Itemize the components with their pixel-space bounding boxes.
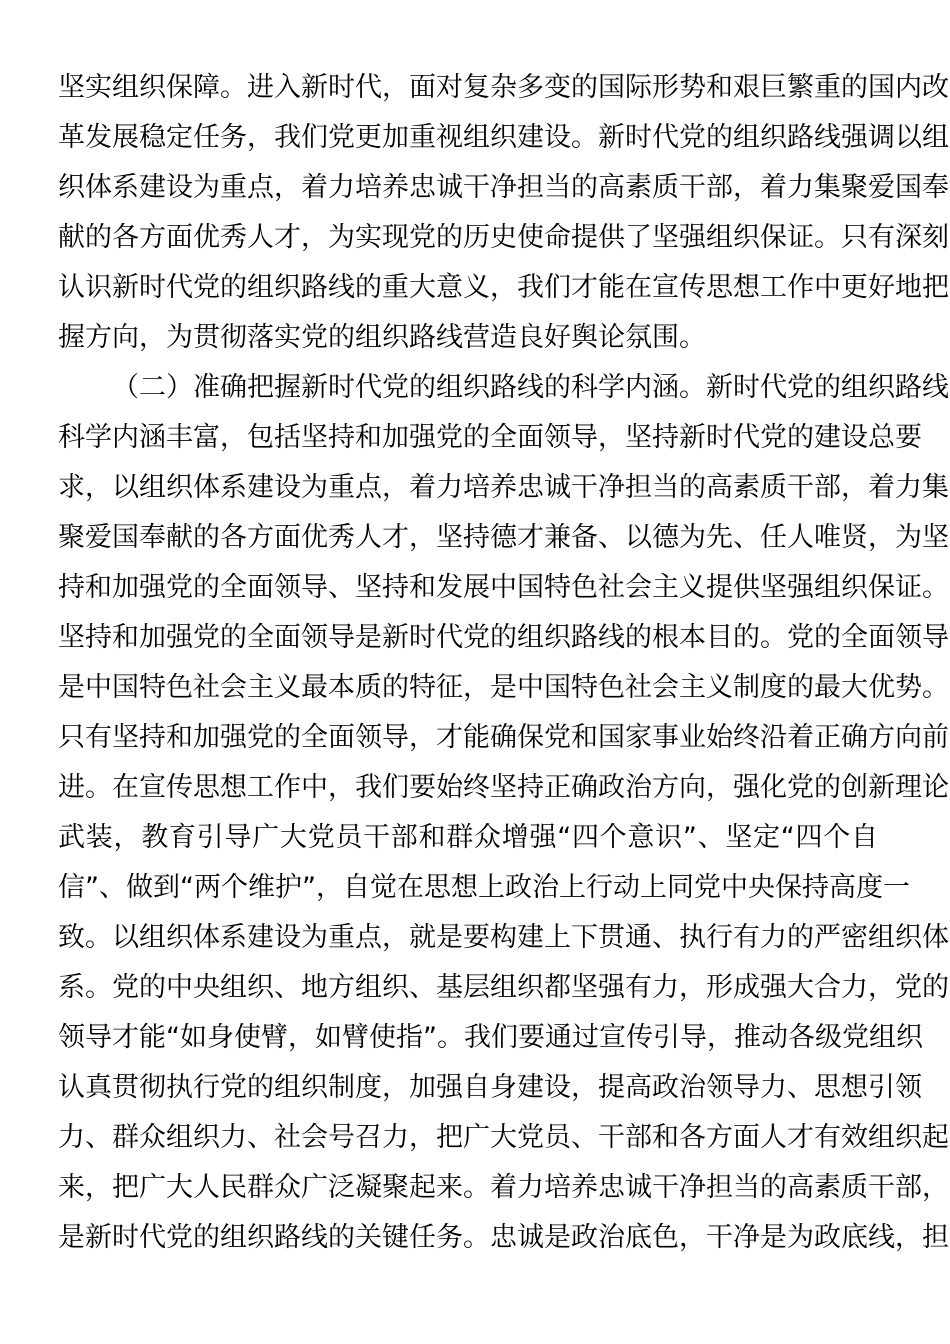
text-line: 致。以组织体系建设为重点，就是要构建上下贯通、执行有力的严密组织体 — [58, 922, 949, 953]
body-text — [58, 63, 949, 1263]
text-line: 武装，教育引导广大党员干部和群众增强“四个意识”、坚定“四个自 — [58, 822, 878, 853]
text-line: 织体系建设为重点，着力培养忠诚干净担当的高素质干部，着力集聚爱国奉 — [58, 172, 949, 203]
text-line: 领导才能“如身使臂，如臂使指”。我们要通过宣传引导，推动各级党组织 — [58, 1022, 923, 1053]
text-line: 进。在宣传思想工作中，我们要始终坚持正确政治方向，强化党的创新理论 — [58, 772, 949, 803]
text-line: 力、群众组织力、社会号召力，把广大党员、干部和各方面人才有效组织起 — [58, 1122, 949, 1153]
text-line: 握方向，为贯彻落实党的组织路线营造良好舆论氛围。 — [58, 322, 706, 353]
text-line: 献的各方面优秀人才，为实现党的历史使命提供了坚强组织保证。只有深刻 — [58, 222, 949, 253]
text-line: 系。党的中央组织、地方组织、基层组织都坚强有力，形成强大合力，党的 — [58, 972, 949, 1003]
text-line: 坚持和加强党的全面领导是新时代党的组织路线的根本目的。党的全面领导 — [58, 622, 949, 653]
text-line: 革发展稳定任务，我们党更加重视组织建设。新时代党的组织路线强调以组 — [58, 122, 949, 153]
text-line: 是新时代党的组织路线的关键任务。忠诚是政治底色，干净是为政底线，担 — [58, 1222, 949, 1253]
text-line: 求，以组织体系建设为重点，着力培养忠诚干净担当的高素质干部，着力集 — [58, 472, 949, 503]
text-line: 是中国特色社会主义最本质的特征，是中国特色社会主义制度的最大优势。 — [58, 672, 949, 703]
text-line: 信”、做到“两个维护”，自觉在思想上政治上行动上同党中央保持高度一 — [58, 872, 910, 903]
text-line: 坚实组织保障。进入新时代，面对复杂多变的国际形势和艰巨繁重的国内改 — [58, 72, 949, 103]
text-line: 认识新时代党的组织路线的重大意义，我们才能在宣传思想工作中更好地把 — [58, 272, 949, 303]
text-line: 聚爱国奉献的各方面优秀人才，坚持德才兼备、以德为先、任人唯贤，为坚 — [58, 522, 949, 553]
text-line: 科学内涵丰富，包括坚持和加强党的全面领导，坚持新时代党的建设总要 — [58, 422, 922, 453]
section-heading-line: （二）准确把握新时代党的组织路线的科学内涵。新时代党的组织路线 — [112, 372, 949, 403]
text-line: 认真贯彻执行党的组织制度，加强自身建设，提高政治领导力、思想引领 — [58, 1072, 922, 1103]
text-line: 持和加强党的全面领导、坚持和发展中国特色社会主义提供坚强组织保证。 — [58, 572, 949, 603]
text-line: 来，把广大人民群众广泛凝聚起来。着力培养忠诚干净担当的高素质干部， — [58, 1172, 949, 1203]
text-line: 只有坚持和加强党的全面领导，才能确保党和国家事业始终沿着正确方向前 — [58, 722, 949, 753]
